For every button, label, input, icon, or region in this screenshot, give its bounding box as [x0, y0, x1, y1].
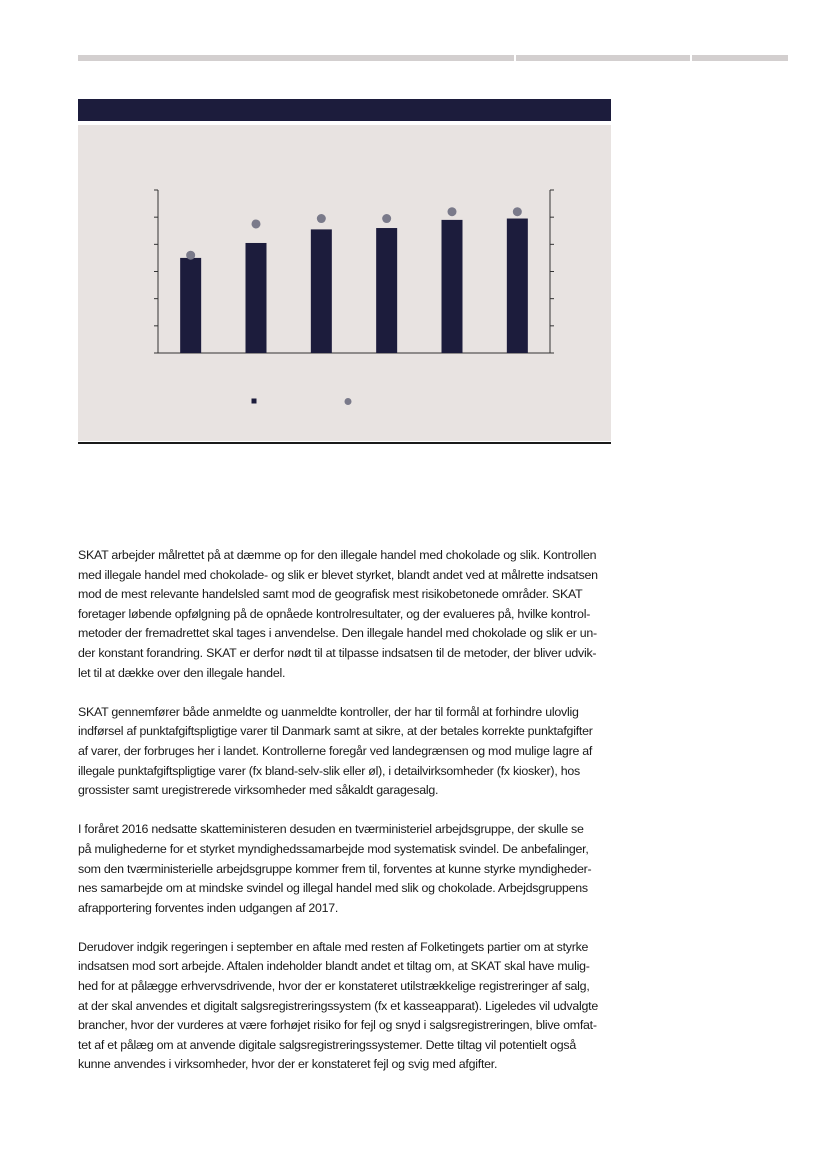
text-line: let til at dække over den illegale handel. — [78, 665, 286, 680]
text-line: SKAT arbejder målrettet på at dæmme op for den illegale handel med chokolade og slik. Kontrollen — [78, 548, 597, 562]
text-line: på mulighederne for et styrket myndighedssamarbejde mod systematisk svindel. De anbefalinger, — [78, 841, 589, 856]
text-line: afrapportering forventes inden udgangen af 2017. — [78, 900, 339, 915]
text-line: at der skal anvendes et digitalt salgsregistreringssystem (fx et kasseapparat). Ligeledes vil udvalgte — [78, 998, 598, 1013]
text-line: illegale punktafgiftspligtige varer (fx bland-selv-slik eller øl), i detailvirksomheder (fx kiosker), hos — [78, 763, 580, 778]
data-point — [382, 214, 391, 223]
text-line: foretager løbende opfølgning på de opnåede kontrolresultater, og der evalueres på, hvilke kontrol- — [78, 606, 591, 621]
text-line: mod de mest relevante handelsled samt mod de geografisk mest risikobetonede områder. SKAT — [78, 587, 583, 602]
bar — [246, 243, 267, 353]
text-line: som den tværministerielle arbejdsgruppe kommer frem til, forventes at kunne styrke myndigheder- — [78, 861, 592, 876]
chart — [78, 125, 611, 441]
paragraph-1 — [78, 546, 618, 683]
text-line: kunne anvendes i virksomheder, hvor der er konstateret fejl og svig med afgifter. — [78, 1057, 498, 1072]
bar — [442, 220, 463, 353]
top-rule-gap — [690, 55, 692, 61]
data-point — [317, 214, 326, 223]
paragraph-4 — [78, 938, 618, 1075]
top-rule — [78, 55, 788, 61]
paragraph-3 — [78, 820, 618, 918]
text-line: metoder der fremadrettet skal tages i anvendelse. Den illegale handel med chokolade og slik er un- — [78, 626, 597, 641]
bar — [376, 228, 397, 353]
paragraph-2 — [78, 703, 618, 801]
text-line: brancher, hvor der vurderes at være forhøjet risiko for fejl og snyd i salgsregistreringen, blive omfat- — [78, 1018, 597, 1033]
text-line: nes samarbejde om at mindske svindel og illegal handel med slik og chokolade. Arbejdsgruppens — [78, 881, 588, 896]
body-text — [78, 546, 618, 1095]
data-point — [252, 219, 261, 228]
figure-header-bar — [78, 99, 611, 121]
text-line: indførsel af punktafgiftspligtige varer til Danmark samt at sikre, at der betales korrekte punktafgifter — [78, 724, 593, 739]
text-line: SKAT gennemfører både anmeldte og uanmeldte kontroller, der har til formål at forhindre ulovlig — [78, 704, 579, 719]
top-rule-gap — [514, 55, 516, 61]
legend-bar-swatch — [252, 399, 257, 404]
data-point — [513, 207, 522, 216]
text-line: der konstant forandring. SKAT er derfor nødt til at tilpasse indsatsen til de metoder, der bliver udvik- — [78, 645, 597, 660]
text-line: hed for at pålægge erhvervsdrivende, hvor der er konstateret utilstrækkelige registreringer af salg, — [78, 979, 590, 994]
bar — [311, 229, 332, 353]
text-line: grossister samt uregistrerede virksomheder med såkaldt garagesalg. — [78, 783, 439, 798]
text-line: Derudover indgik regeringen i september en aftale med resten af Folketingets partier om at styrke — [78, 939, 589, 954]
bar — [180, 258, 201, 353]
bar — [507, 219, 528, 353]
text-line: indsatsen mod sort arbejde. Aftalen indeholder blandt andet et tiltag om, at SKAT skal have mulig- — [78, 959, 590, 974]
legend-point-swatch — [345, 398, 352, 405]
data-point — [186, 251, 195, 260]
figure-bottom-rule — [78, 442, 611, 444]
text-line: tet af et pålæg om at anvende digitale salgsregistreringssystemer. Dette tiltag vil potentielt også — [78, 1037, 577, 1052]
text-line: med illegale handel med chokolade- og slik er blevet styrket, blandt andet ved at målrette indsatsen — [78, 567, 598, 582]
data-point — [448, 207, 457, 216]
text-line: af varer, der forbruges her i landet. Kontrollerne foregår ved landegrænsen og mod mulige lagre af — [78, 743, 593, 758]
text-line: I foråret 2016 nedsatte skatteministeren desuden en tværministeriel arbejdsgruppe, der skulle se — [78, 822, 584, 837]
